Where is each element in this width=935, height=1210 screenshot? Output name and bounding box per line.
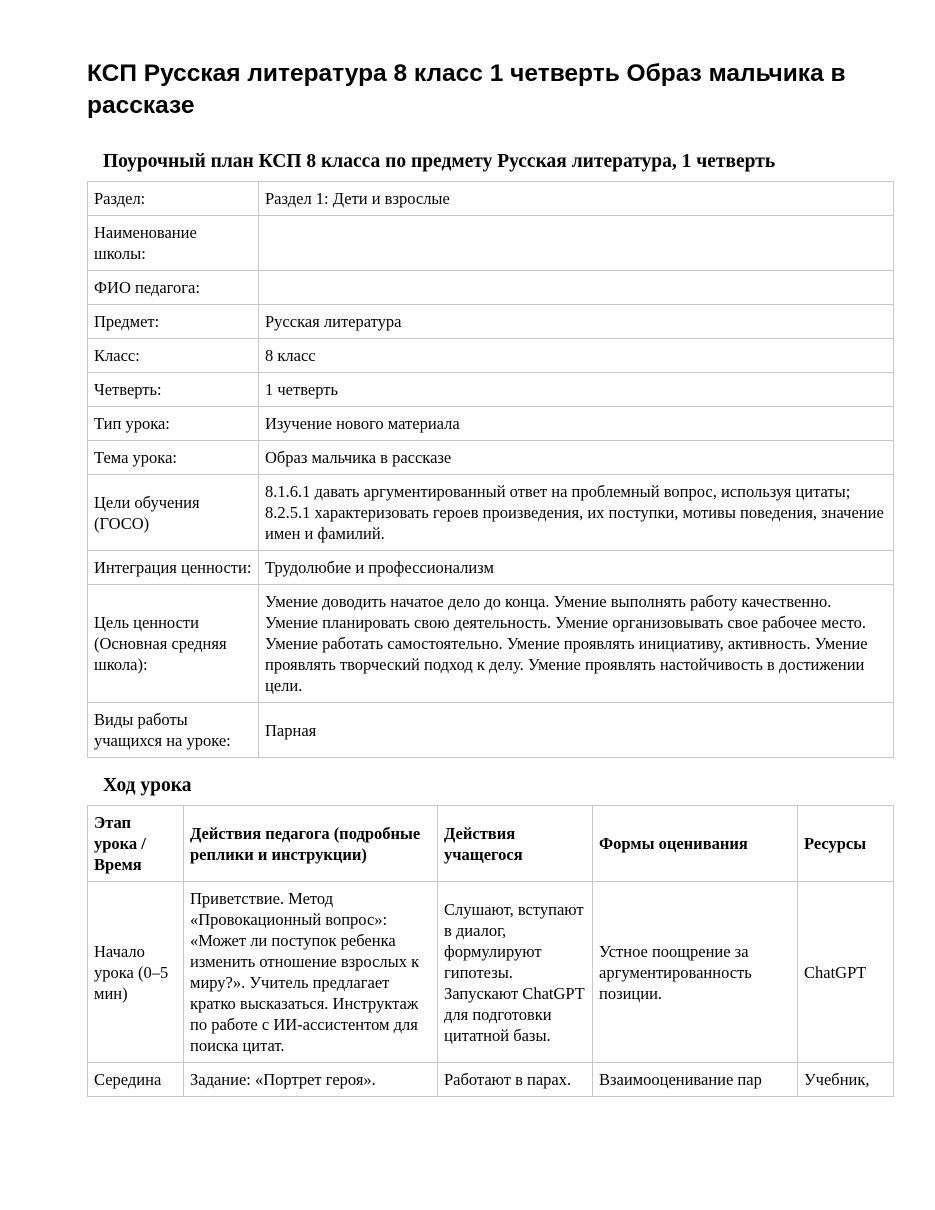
cell-student-actions: Работают в парах. bbox=[438, 1063, 593, 1097]
header-assessment: Формы оценивания bbox=[593, 806, 798, 882]
table-row bbox=[88, 585, 894, 703]
info-value-teacher bbox=[259, 271, 894, 305]
info-label-value-integration: Интеграция ценности: bbox=[88, 551, 259, 585]
table-header-row bbox=[88, 806, 894, 882]
info-label-topic: Тема урока: bbox=[88, 441, 259, 475]
cell-stage: Начало урока (0–5 мин) bbox=[88, 882, 184, 1063]
table-row bbox=[88, 441, 894, 475]
info-label-work-types: Виды работы учащихся на уроке: bbox=[88, 703, 259, 758]
info-label-section: Раздел: bbox=[88, 182, 259, 216]
info-label-teacher: ФИО педагога: bbox=[88, 271, 259, 305]
table-row bbox=[88, 305, 894, 339]
lesson-course-table bbox=[87, 805, 894, 1097]
header-teacher-actions: Действия педагога (подробные реплики и инструкции) bbox=[184, 806, 438, 882]
table-row bbox=[88, 551, 894, 585]
header-resources: Ресурсы bbox=[798, 806, 894, 882]
cell-resources: ChatGPT bbox=[798, 882, 894, 1063]
table-row bbox=[88, 882, 894, 1063]
document-title: КСП Русская литература 8 класс 1 четверть Образ мальчика в рассказе bbox=[87, 60, 846, 119]
document-page bbox=[87, 58, 893, 1097]
info-value-lesson-type: Изучение нового материала bbox=[259, 407, 894, 441]
cell-resources: Учебник, bbox=[798, 1063, 894, 1097]
cell-stage: Середина bbox=[88, 1063, 184, 1097]
lesson-info-table bbox=[87, 181, 894, 758]
info-label-school: Наименование школы: bbox=[88, 216, 259, 271]
table-row bbox=[88, 182, 894, 216]
info-value-goals: 8.1.6.1 давать аргументированный ответ на проблемный вопрос, используя цитаты; 8.2.5.1 характеризовать героев произведения, их поступки, мотивы поведения, значение имен и фамилий. bbox=[259, 475, 894, 551]
table-row bbox=[88, 1063, 894, 1097]
header-stage: Этап урока / Время bbox=[88, 806, 184, 882]
cell-assessment: Устное поощрение за аргументированность позиции. bbox=[593, 882, 798, 1063]
cell-teacher-actions: Приветствие. Метод «Провокационный вопрос»: «Может ли поступок ребенка изменить отношение взрослых к миру?». Учитель предлагает кратко высказаться. Инструктаж по работе с ИИ-ассистентом для поиска цитат. bbox=[184, 882, 438, 1063]
info-label-lesson-type: Тип урока: bbox=[88, 407, 259, 441]
table-row bbox=[88, 475, 894, 551]
info-value-school bbox=[259, 216, 894, 271]
plan-heading: Поурочный план КСП 8 класса по предмету Русская литература, 1 четверть bbox=[103, 151, 776, 172]
table-row bbox=[88, 373, 894, 407]
cell-student-actions: Слушают, вступают в диалог, формулируют гипотезы. Запускают ChatGPT для подготовки цитатной базы. bbox=[438, 882, 593, 1063]
info-label-quarter: Четверть: bbox=[88, 373, 259, 407]
cell-teacher-actions: Задание: «Портрет героя». bbox=[184, 1063, 438, 1097]
cell-assessment: Взаимооценивание пар bbox=[593, 1063, 798, 1097]
info-value-quarter: 1 четверть bbox=[259, 373, 894, 407]
header-student-actions: Действия учащегося bbox=[438, 806, 593, 882]
info-value-subject: Русская литература bbox=[259, 305, 894, 339]
table-row bbox=[88, 407, 894, 441]
course-heading: Ход урока bbox=[103, 775, 192, 796]
table-row bbox=[88, 703, 894, 758]
table-row bbox=[88, 216, 894, 271]
info-value-topic: Образ мальчика в рассказе bbox=[259, 441, 894, 475]
table-row bbox=[88, 339, 894, 373]
info-label-value-goal: Цель ценности (Основная средняя школа): bbox=[88, 585, 259, 703]
info-value-work-types: Парная bbox=[259, 703, 894, 758]
info-label-grade: Класс: bbox=[88, 339, 259, 373]
info-value-value-integration: Трудолюбие и профессионализм bbox=[259, 551, 894, 585]
table-row bbox=[88, 271, 894, 305]
info-value-grade: 8 класс bbox=[259, 339, 894, 373]
info-label-goals: Цели обучения (ГОСО) bbox=[88, 475, 259, 551]
info-value-section: Раздел 1: Дети и взрослые bbox=[259, 182, 894, 216]
info-value-value-goal: Умение доводить начатое дело до конца. Умение выполнять работу качественно. Умение планировать свою деятельность. Умение организовывать свое рабочее место. Умение работать самостоятельно. Умение проявлять инициативу, активность. Умение проявлять творческий подход к делу. Умение проявлять настойчивость в достижении цели. bbox=[259, 585, 894, 703]
info-label-subject: Предмет: bbox=[88, 305, 259, 339]
